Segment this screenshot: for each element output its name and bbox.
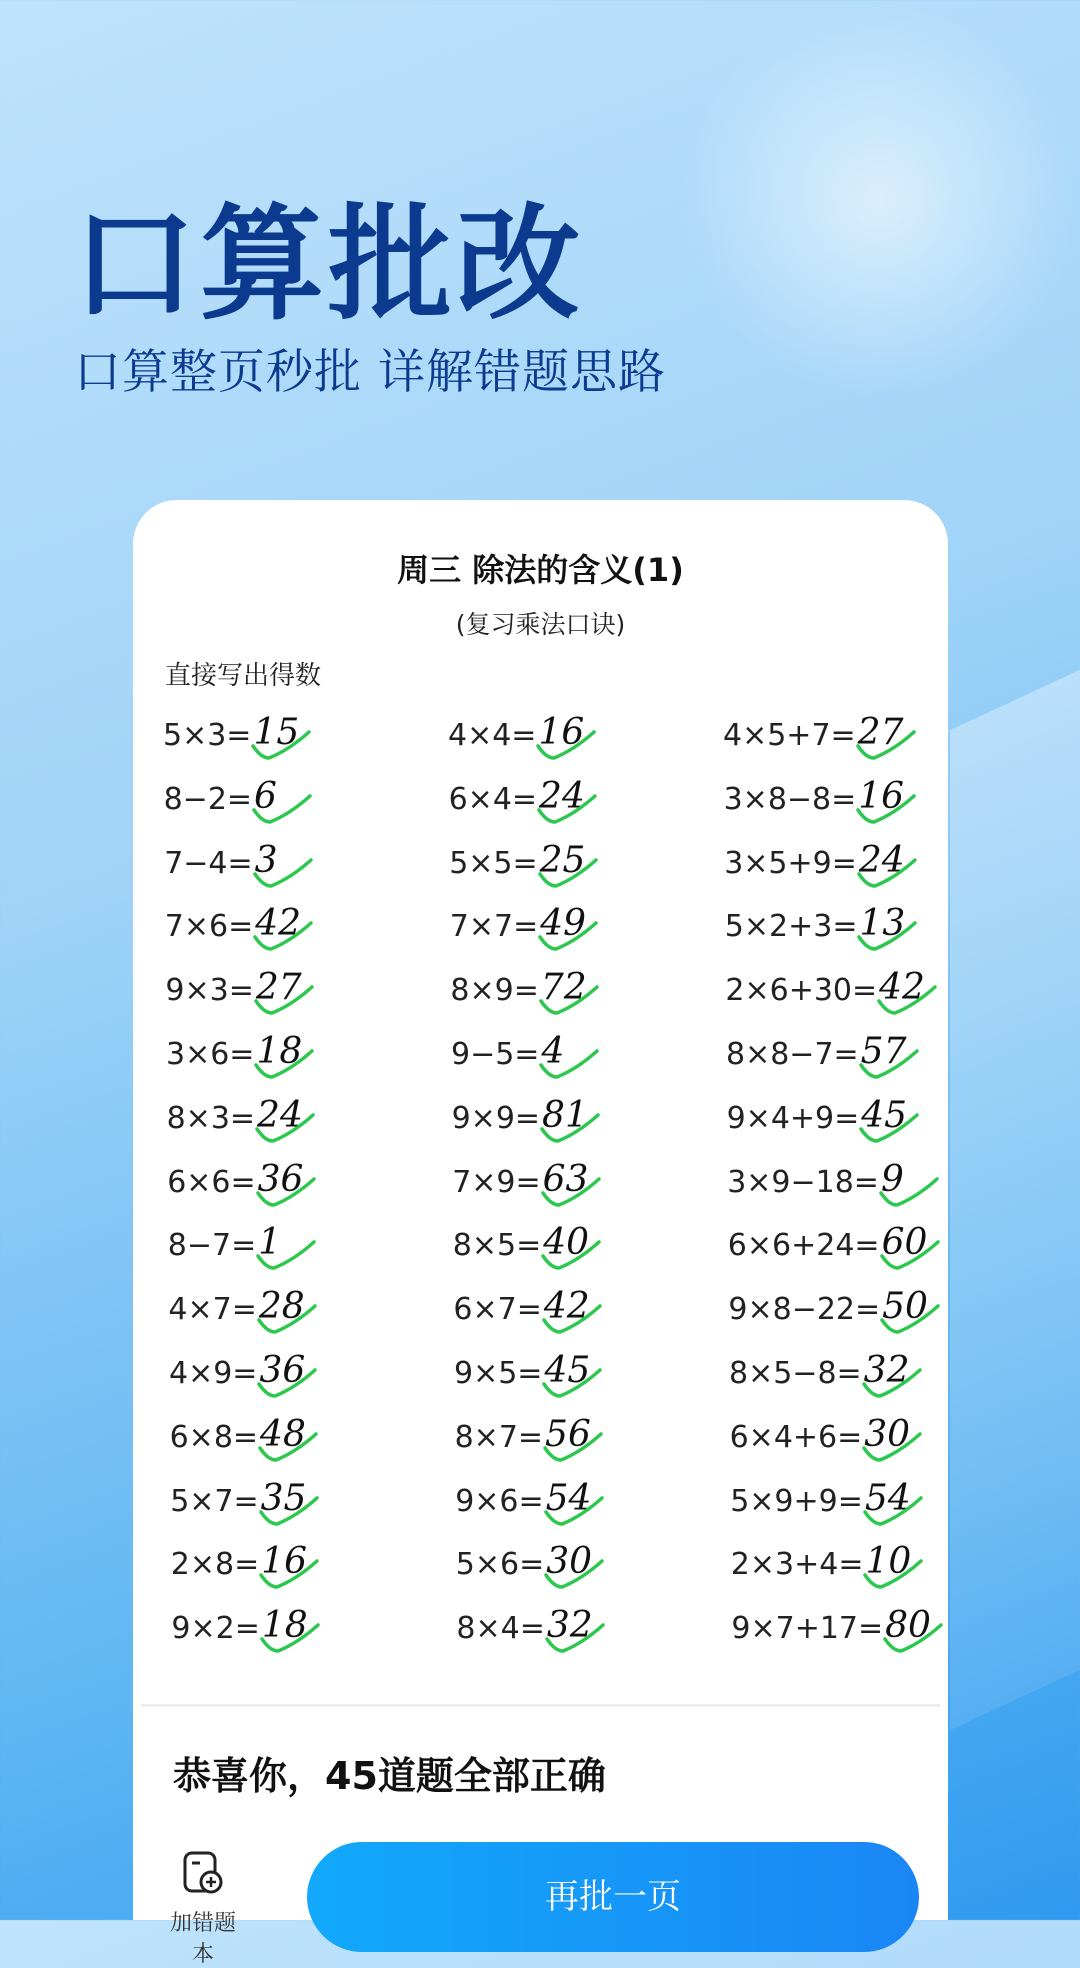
- problem-item: [452, 1159, 588, 1200]
- add-to-mistakes-button[interactable]: [161, 1850, 245, 1968]
- problem-item: [456, 1541, 592, 1582]
- divider: [141, 1704, 940, 1707]
- correct-check-icon: [250, 792, 314, 828]
- handwritten-answer: 40: [543, 1222, 589, 1263]
- correct-check-icon: [255, 1366, 319, 1402]
- problem-expression: 9×6=: [455, 1483, 544, 1519]
- handwritten-answer: 24: [539, 776, 585, 817]
- problem-expression: 8×5=: [452, 1228, 542, 1264]
- worksheet-subtitle: (复习乘法口诀): [455, 610, 626, 639]
- handwritten-answer: 27: [858, 712, 904, 753]
- correct-check-icon: [256, 1430, 320, 1466]
- problem-item: [448, 712, 584, 753]
- check-another-page-button[interactable]: 再批一页: [307, 1842, 919, 1952]
- problem-item: [449, 840, 585, 881]
- correct-check-icon: [257, 1494, 321, 1530]
- problem-expression: 4×5+7=: [723, 718, 856, 753]
- correct-check-icon: [878, 1302, 942, 1338]
- correct-check-icon: [258, 1621, 322, 1657]
- problem-item: [170, 1414, 306, 1455]
- correct-check-icon: [875, 983, 939, 1019]
- correct-check-icon: [536, 856, 600, 892]
- problem-item: [456, 1605, 592, 1646]
- problem-expression: 3×5+9=: [724, 845, 857, 881]
- correct-check-icon: [537, 983, 601, 1019]
- handwritten-answer: 36: [259, 1350, 305, 1391]
- problem-expression: 5×5=: [449, 845, 538, 881]
- problem-expression: 4×7=: [168, 1292, 257, 1328]
- problem-item: [451, 1031, 564, 1072]
- correct-check-icon: [249, 728, 313, 764]
- problem-item: [727, 1159, 904, 1200]
- problem-item: [171, 1541, 307, 1582]
- problem-item: [165, 903, 301, 944]
- background-glow: [680, 0, 1080, 400]
- handwritten-answer: 45: [861, 1095, 907, 1136]
- handwritten-answer: 81: [542, 1095, 588, 1136]
- result-card: [133, 500, 948, 1967]
- correct-check-icon: [252, 983, 316, 1019]
- problem-expression: 6×6+24=: [727, 1228, 880, 1264]
- problem-item: [163, 712, 299, 753]
- problem-expression: 7×9=: [452, 1164, 541, 1200]
- problem-item: [171, 1605, 307, 1646]
- background-decoration: [950, 670, 1080, 1731]
- handwritten-answer: 1: [258, 1222, 281, 1263]
- problem-expression: 3×8−8=: [723, 781, 857, 817]
- problem-expression: 8×7=: [454, 1419, 544, 1455]
- problem-expression: 5×6=: [455, 1547, 545, 1583]
- problem-item: [453, 1286, 589, 1327]
- problem-expression: 9×7+17=: [731, 1611, 884, 1647]
- correct-check-icon: [254, 1175, 318, 1211]
- correct-check-icon: [540, 1366, 604, 1402]
- problem-item: [724, 776, 904, 817]
- problem-item: [167, 1159, 303, 1200]
- handwritten-answer: 27: [256, 967, 302, 1008]
- handwritten-answer: 54: [546, 1478, 592, 1519]
- problem-item: [723, 712, 903, 753]
- problem-item: [454, 1350, 590, 1391]
- hero-title: 口算批改: [72, 193, 585, 337]
- handwritten-answer: 24: [859, 840, 905, 881]
- problem-item: [730, 1414, 910, 1455]
- problem-expression: 2×6+30=: [725, 973, 878, 1009]
- problem-expression: 4×4=: [448, 718, 537, 753]
- handwritten-answer: 56: [545, 1414, 591, 1455]
- correct-check-icon: [861, 1557, 925, 1593]
- problem-expression: 6×7=: [453, 1292, 542, 1328]
- correct-check-icon: [857, 1111, 921, 1147]
- problem-expression: 8×3=: [166, 1100, 256, 1136]
- handwritten-answer: 15: [253, 712, 299, 753]
- problem-item: [166, 1031, 302, 1072]
- handwritten-answer: 60: [882, 1222, 928, 1263]
- correct-check-icon: [861, 1494, 925, 1530]
- worksheet-title: 周三 除法的含义(1): [397, 551, 684, 589]
- handwritten-answer: 25: [540, 840, 586, 881]
- correct-check-icon: [255, 1302, 319, 1338]
- handwritten-answer: 24: [257, 1095, 303, 1136]
- problem-expression: 3×9−18=: [727, 1164, 879, 1200]
- correct-check-icon: [542, 1557, 606, 1593]
- problem-expression: 7×6=: [164, 909, 254, 945]
- handwritten-answer: 32: [547, 1605, 593, 1646]
- problem-item: [450, 967, 586, 1008]
- problem-item: [730, 1478, 910, 1519]
- correct-check-icon: [539, 1238, 603, 1274]
- correct-check-icon: [881, 1621, 945, 1657]
- handwritten-answer: 42: [255, 903, 301, 944]
- handwritten-answer: 57: [861, 1031, 907, 1072]
- correct-check-icon: [854, 728, 918, 764]
- handwritten-answer: 30: [864, 1414, 910, 1455]
- correct-check-icon: [539, 1175, 603, 1211]
- handwritten-answer: 32: [864, 1350, 910, 1391]
- problem-item: [728, 1222, 928, 1263]
- problem-item: [453, 1222, 589, 1263]
- problem-item: [726, 1031, 906, 1072]
- problem-item: [727, 1095, 907, 1136]
- correct-check-icon: [251, 919, 315, 955]
- problem-expression: 8×5−8=: [729, 1356, 862, 1391]
- problem-expression: 8×4=: [456, 1611, 545, 1647]
- problem-item: [165, 967, 301, 1008]
- problem-expression: 2×8=: [170, 1547, 260, 1583]
- problem-expression: 3×6=: [166, 1037, 255, 1072]
- handwritten-answer: 80: [885, 1605, 931, 1646]
- handwritten-answer: 9: [881, 1159, 904, 1200]
- handwritten-answer: 4: [541, 1031, 564, 1072]
- problem-expression: 8×8−7=: [726, 1037, 859, 1072]
- correct-check-icon: [253, 1111, 317, 1147]
- problem-expression: 9×9=: [451, 1100, 541, 1136]
- problem-item: [724, 840, 904, 881]
- handwritten-answer: 54: [865, 1478, 911, 1519]
- correct-check-icon: [877, 1175, 941, 1211]
- correct-check-icon: [537, 1047, 601, 1083]
- handwritten-answer: 36: [258, 1159, 304, 1200]
- correct-check-icon: [860, 1430, 924, 1466]
- hero-subtitle: 口算整页秒批 详解错题思路: [74, 345, 666, 400]
- problem-expression: 9×2=: [171, 1611, 260, 1647]
- problem-expression: 9−5=: [451, 1037, 540, 1072]
- correct-check-icon: [855, 919, 919, 955]
- correct-check-icon: [534, 728, 598, 764]
- correct-check-icon: [854, 792, 918, 828]
- problem-expression: 9×3=: [165, 973, 254, 1009]
- correct-check-icon: [541, 1430, 605, 1466]
- result-message: 恭喜你，45道题全部正确: [173, 1754, 606, 1798]
- correct-check-icon: [252, 1047, 316, 1083]
- problem-item: [455, 1478, 591, 1519]
- handwritten-answer: 49: [540, 903, 586, 944]
- worksheet-instruction: 直接写出得数: [165, 661, 322, 691]
- handwritten-answer: 42: [879, 967, 925, 1008]
- correct-check-icon: [254, 1238, 318, 1274]
- correct-check-icon: [538, 1111, 602, 1147]
- problem-expression: 5×9+9=: [730, 1483, 863, 1519]
- problem-expression: 8−2=: [163, 781, 253, 817]
- problem-expression: 6×6=: [167, 1164, 256, 1200]
- handwritten-answer: 10: [865, 1541, 911, 1582]
- problem-item: [169, 1350, 305, 1391]
- problem-item: [455, 1414, 591, 1455]
- add-notebook-icon: [181, 1850, 225, 1896]
- problem-item: [725, 903, 905, 944]
- handwritten-answer: 16: [858, 776, 904, 817]
- correct-check-icon: [540, 1302, 604, 1338]
- problem-item: [729, 1350, 909, 1391]
- problem-item: [167, 1095, 303, 1136]
- handwritten-answer: 18: [256, 1031, 302, 1072]
- problem-item: [170, 1478, 306, 1519]
- problem-expression: 7×7=: [449, 909, 539, 945]
- problem-item: [728, 1286, 928, 1327]
- problem-expression: 4×9=: [169, 1356, 258, 1391]
- handwritten-answer: 6: [254, 776, 277, 817]
- handwritten-answer: 63: [543, 1159, 589, 1200]
- problem-expression: 2×3+4=: [730, 1547, 864, 1583]
- problem-expression: 6×8=: [169, 1419, 259, 1455]
- handwritten-answer: 72: [541, 967, 587, 1008]
- problem-expression: 9×4+9=: [726, 1100, 860, 1136]
- problem-expression: 8−7=: [167, 1228, 257, 1264]
- problem-item: [164, 840, 277, 881]
- correct-check-icon: [857, 1047, 921, 1083]
- handwritten-answer: 3: [255, 840, 278, 881]
- problem-expression: 5×3=: [163, 718, 252, 753]
- problem-item: [731, 1605, 931, 1646]
- problem-expression: 6×4=: [448, 781, 538, 817]
- handwritten-answer: 18: [262, 1605, 308, 1646]
- problem-expression: 7−4=: [164, 845, 253, 881]
- correct-check-icon: [257, 1557, 321, 1593]
- problem-expression: 5×2+3=: [724, 909, 858, 945]
- problem-item: [731, 1541, 911, 1582]
- problem-expression: 9×8−22=: [728, 1292, 881, 1328]
- correct-check-icon: [536, 919, 600, 955]
- correct-check-icon: [535, 792, 599, 828]
- correct-check-icon: [543, 1621, 607, 1657]
- handwritten-answer: 13: [859, 903, 905, 944]
- problem-expression: 5×7=: [170, 1483, 259, 1519]
- correct-check-icon: [860, 1366, 924, 1402]
- handwritten-answer: 50: [882, 1286, 928, 1327]
- problem-item: [452, 1095, 588, 1136]
- problem-expression: 6×4+6=: [729, 1419, 863, 1455]
- handwritten-answer: 42: [544, 1286, 590, 1327]
- problem-item: [450, 903, 586, 944]
- problem-item: [725, 967, 925, 1008]
- handwritten-answer: 16: [261, 1541, 307, 1582]
- problem-expression: 8×9=: [450, 973, 539, 1009]
- correct-check-icon: [251, 856, 315, 892]
- problem-item: [168, 1286, 304, 1327]
- handwritten-answer: 28: [259, 1286, 305, 1327]
- correct-check-icon: [542, 1494, 606, 1530]
- problem-item: [449, 776, 585, 817]
- handwritten-answer: 30: [546, 1541, 592, 1582]
- correct-check-icon: [855, 856, 919, 892]
- handwritten-answer: 45: [544, 1350, 590, 1391]
- correct-check-icon: [878, 1238, 942, 1274]
- handwritten-answer: 35: [261, 1478, 307, 1519]
- handwritten-answer: 48: [260, 1414, 306, 1455]
- add-to-mistakes-label: 加错题本: [169, 1911, 236, 1967]
- problem-item: [164, 776, 277, 817]
- problem-item: [168, 1222, 281, 1263]
- problem-expression: 9×5=: [454, 1356, 543, 1391]
- handwritten-answer: 16: [538, 712, 584, 753]
